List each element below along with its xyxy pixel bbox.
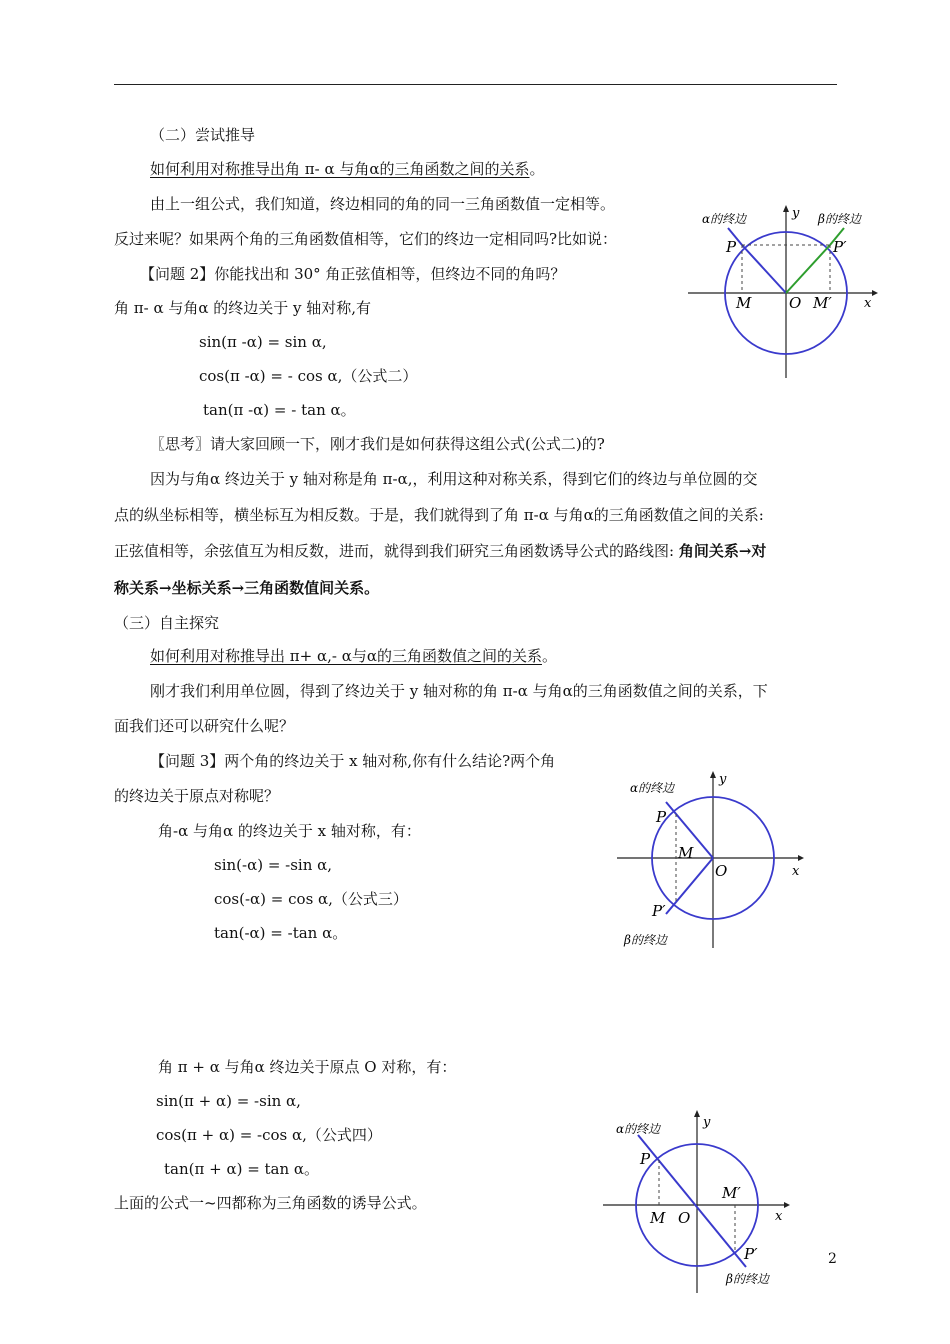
formula3-tan: tan(-α) = -tan α。 — [214, 924, 348, 942]
figure-x-axis-symmetry — [612, 768, 812, 953]
origin-O: O — [789, 294, 802, 312]
point-M: M — [678, 844, 694, 862]
section2-para2-line4: 称关系→坐标关系→三角函数值间关系。 — [114, 579, 380, 597]
header-rule — [114, 84, 837, 85]
section2-para1-line1: 由上一组公式，我们知道，终边相同的角的同一三角函数值一定相等。 — [150, 195, 616, 213]
section2-para1-line2: 反过来呢？如果两个角的三角函数值相等，它们的终边一定相同吗?比如说： — [114, 230, 618, 248]
x-label: x — [775, 1209, 783, 1224]
point-M: M — [650, 1209, 666, 1227]
x-axis-arrow-icon — [798, 855, 804, 861]
point-P: P — [656, 808, 667, 826]
formula2-tan: tan(π -α) = - tan α。 — [203, 401, 356, 419]
formula4-cos: cos(π + α) = -cos α,（公式四） — [156, 1126, 382, 1144]
section2-heading: （二）尝试推导 — [150, 126, 256, 144]
point-P-prime: P′ — [833, 238, 847, 256]
point-P: P — [640, 1150, 651, 1168]
x-label: x — [792, 864, 800, 879]
beta-label: β的终边 — [726, 1272, 769, 1286]
point-P-prime: P′ — [744, 1245, 758, 1263]
alpha-terminal-side — [742, 245, 786, 293]
formula3-sin: sin(-α) = -sin α, — [214, 856, 333, 874]
point-P: P — [726, 238, 737, 256]
problem3-line2: 的终边关于原点对称呢？ — [114, 787, 280, 805]
alpha-label: α的终边 — [630, 781, 675, 795]
formula2-cos: cos(π -α) = - cos α,（公式二） — [199, 367, 418, 385]
point-M: M — [736, 294, 752, 312]
formula2-sin: sin(π -α) = sin α, — [199, 333, 327, 351]
think-prompt: 〖思考〗请大家回顾一下，刚才我们是如何获得这组公式(公式二)的? — [150, 435, 605, 453]
section2-para2-line2: 点的纵坐标相等，横坐标互为相反数。于是，我们就得到了角 π-α 与角α的三角函数值之间的关系: — [114, 506, 764, 524]
x-axis-arrow-icon — [784, 1202, 790, 1208]
figure-origin-symmetry — [598, 1105, 798, 1295]
summary-line: 上面的公式一~四都称为三角函数的诱导公式。 — [114, 1194, 427, 1212]
x-label: x — [864, 296, 872, 311]
formula3-cos: cos(-α) = cos α,（公式三） — [214, 890, 408, 908]
point-M-prime: M′ — [722, 1184, 741, 1202]
y-axis-arrow-icon — [710, 771, 716, 778]
figure-y-axis-symmetry — [680, 200, 880, 380]
point-P-prime: P′ — [652, 902, 666, 920]
problem2: 【问题 2】你能找出和 30° 角正弦值相等，但终边不同的角吗？ — [140, 265, 566, 283]
origin-O: O — [715, 862, 728, 880]
alpha-label: α的终边 — [616, 1122, 661, 1136]
section2-para2-line3: 正弦值相等，余弦值互为相反数，进而，就得到我们研究三角函数诱导公式的路线图: 角间关系→对 — [114, 542, 767, 560]
formula4-sin: sin(π + α) = -sin α, — [156, 1092, 301, 1110]
beta-label: β的终边 — [624, 933, 667, 947]
origin-O: O — [678, 1209, 691, 1227]
section3-heading: （三）自主探究 — [114, 614, 220, 632]
formula4-tan: tan(π + α) = tan α。 — [164, 1160, 320, 1178]
section2-question: 如何利用对称推导出角 π- α 与角α的三角函数之间的关系。 — [150, 160, 545, 178]
section2-para2-line1: 因为与角α 终边关于 y 轴对称是角 π-α,，利用这种对称关系，得到它们的终边与单位圆的交 — [150, 470, 758, 488]
beta-label: β的终边 — [818, 212, 861, 226]
beta-terminal-side — [786, 245, 830, 293]
y-axis-arrow-icon — [783, 205, 789, 212]
alpha-label: α的终边 — [702, 212, 747, 226]
y-label: y — [719, 772, 727, 787]
page-number: 2 — [828, 1251, 837, 1267]
section3-para1-line1: 刚才我们利用单位圆，得到了终边关于 y 轴对称的角 π-α 与角α的三角函数值之间的关系，下 — [150, 682, 768, 700]
problem3-line1: 【问题 3】两个角的终边关于 x 轴对称,你有什么结论?两个角 — [150, 752, 556, 770]
x-axis-arrow-icon — [872, 290, 878, 296]
symmetry-origin-statement: 角 π + α 与角α 终边关于原点 O 对称，有： — [158, 1058, 457, 1076]
y-label: y — [703, 1115, 711, 1130]
symmetry-x-statement: 角-α 与角α 的终边关于 x 轴对称，有： — [158, 822, 421, 840]
symmetry-y-statement: 角 π- α 与角α 的终边关于 y 轴对称,有 — [114, 299, 372, 317]
section3-para1-line2: 面我们还可以研究什么呢？ — [114, 717, 295, 735]
section3-question: 如何利用对称推导出 π+ α,- α与α的三角函数值之间的关系。 — [150, 647, 557, 665]
y-label: y — [792, 206, 800, 221]
beta-terminal-side — [666, 858, 713, 914]
y-axis-arrow-icon — [694, 1110, 700, 1117]
point-M-prime: M′ — [813, 294, 832, 312]
